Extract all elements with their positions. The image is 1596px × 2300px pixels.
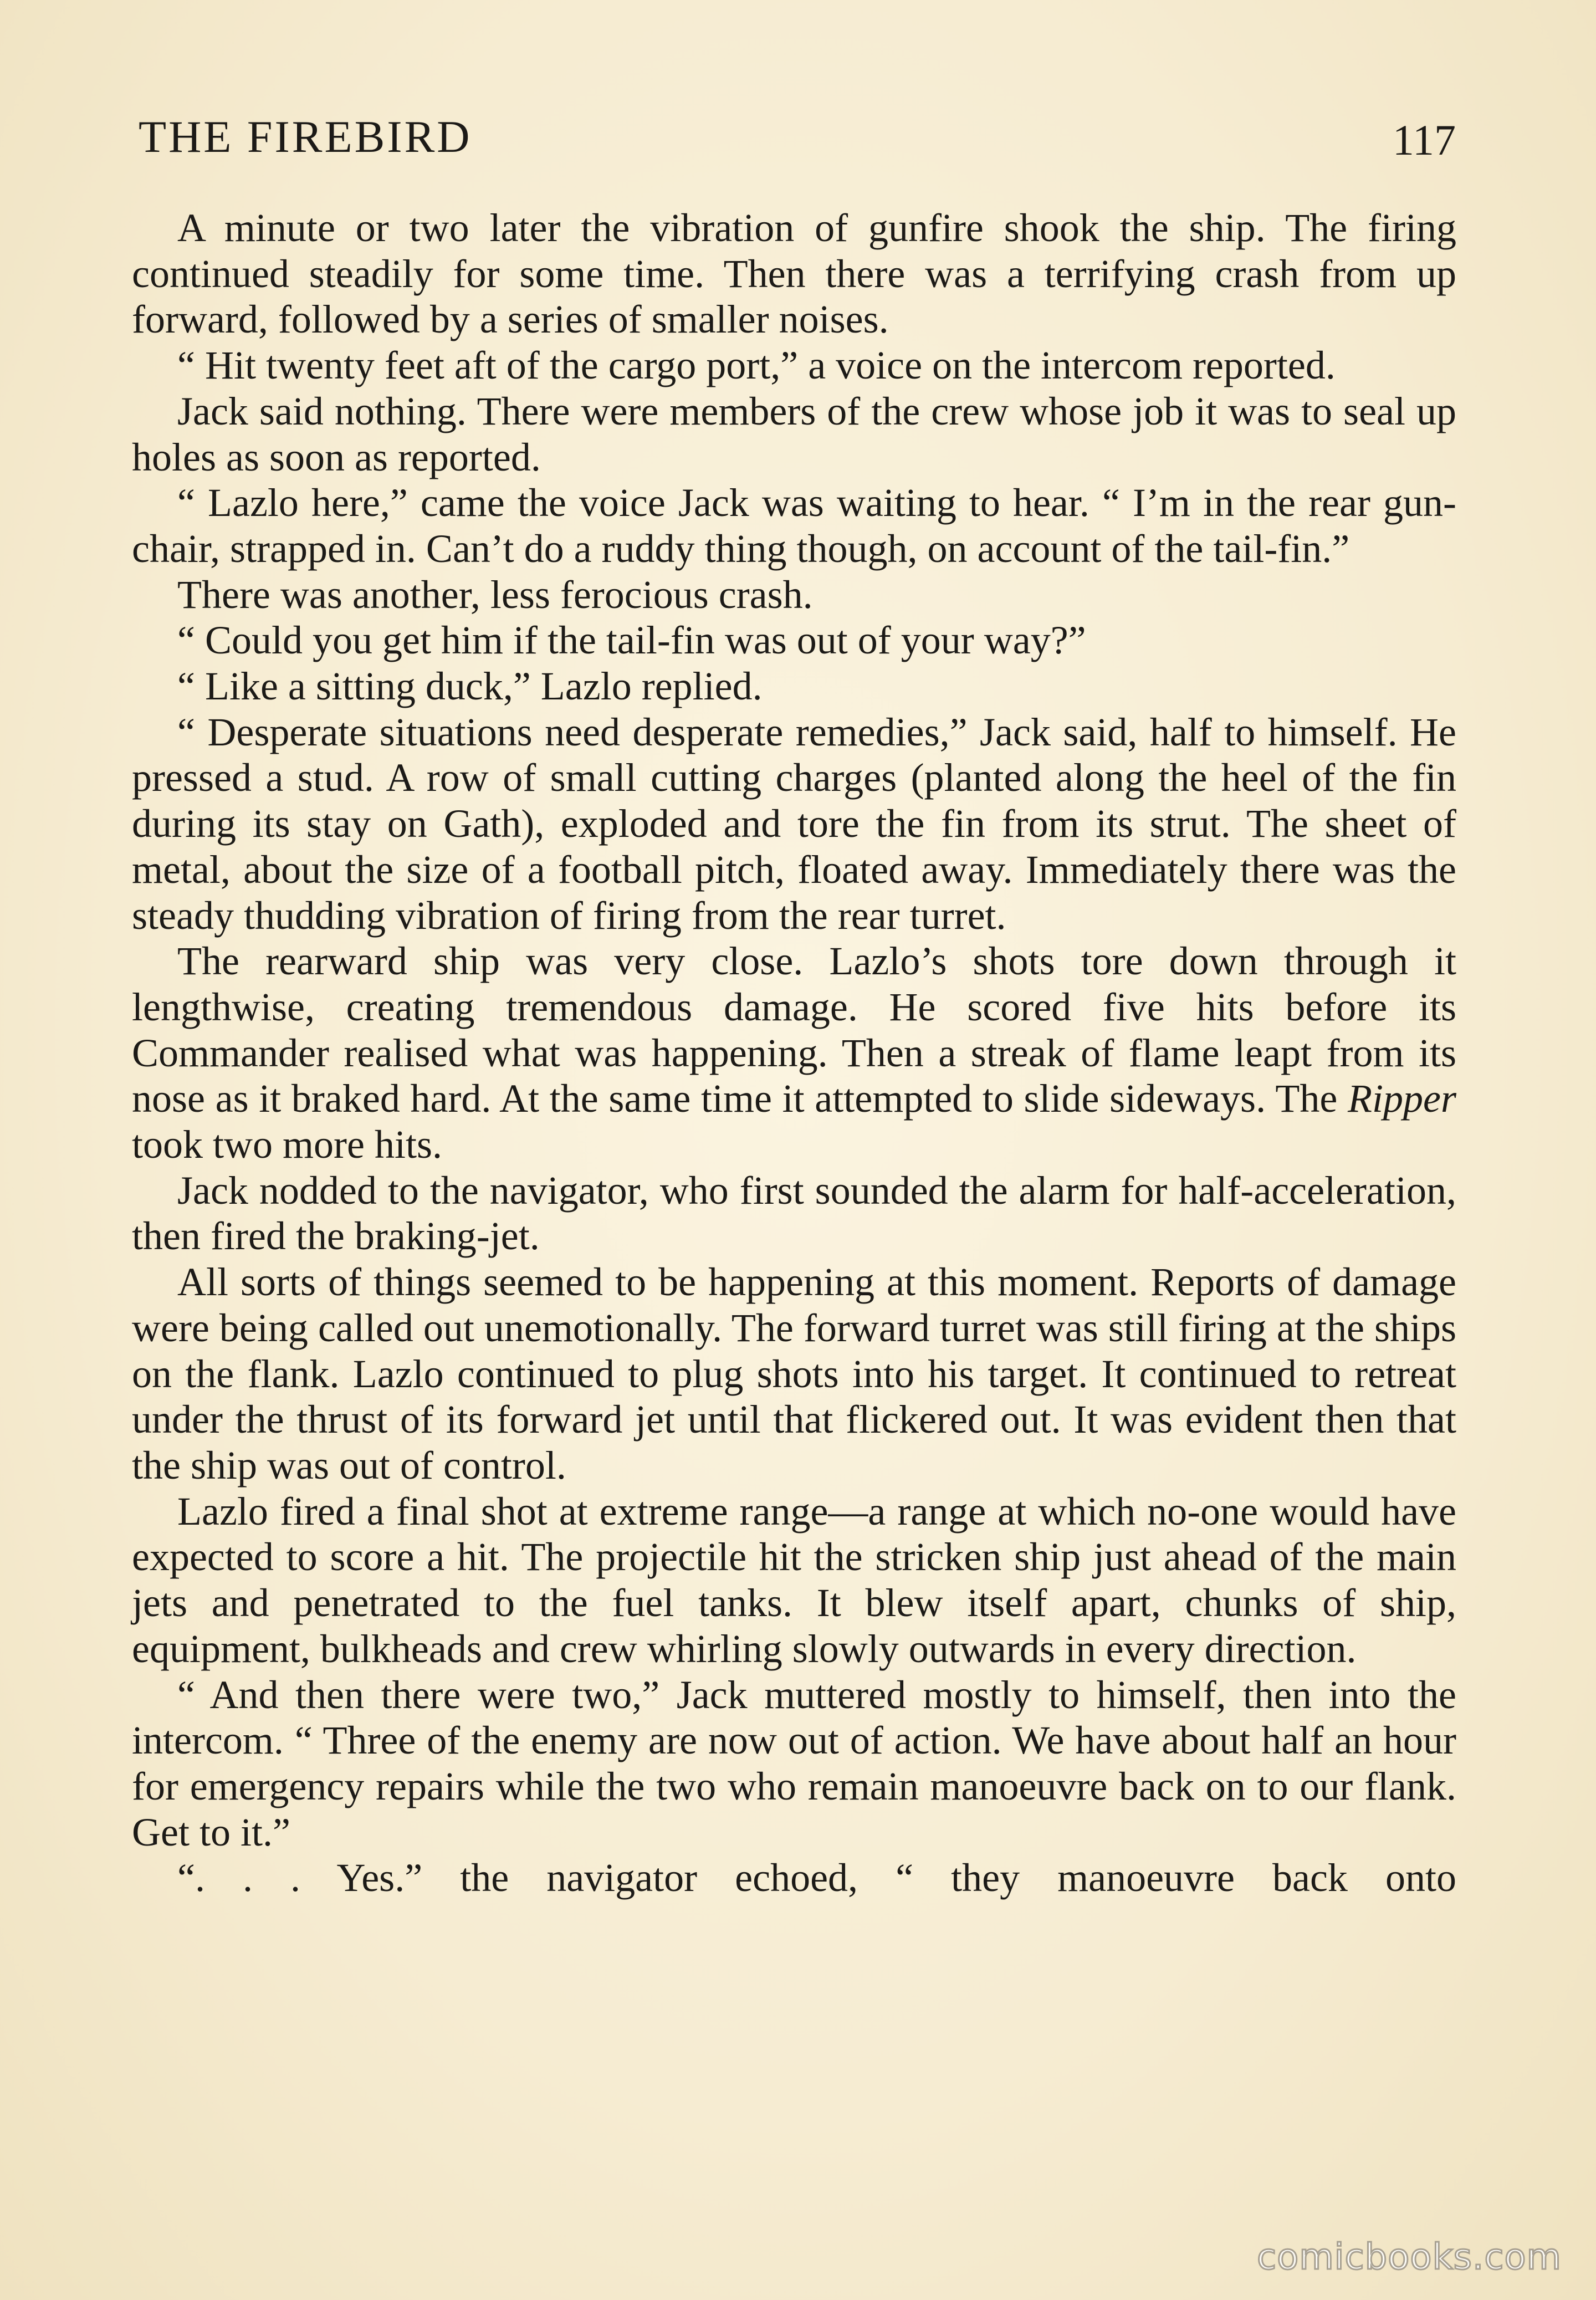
page-number: 117 <box>1392 116 1456 164</box>
paragraph: Jack said nothing. There were members of the crew whose job it was to seal up holes as soon as reported. <box>132 389 1456 479</box>
paragraph: “ Lazlo here,” came the voice Jack was waiting to hear. “ I’m in the rear gun-chair, strapped in. Can’t do a ruddy thing though, on account of the tail-fin.” <box>132 481 1456 571</box>
paragraph: There was another, less ferocious crash. <box>177 572 813 617</box>
paragraph: “ And then there were two,” Jack muttered mostly to himself, then into the intercom. “ Three of the enemy are now out of action. We have about half an hour for emergency repairs while the two who remain manoeuvre back on to our flank. Get to it.” <box>132 1672 1456 1854</box>
page-header <box>136 105 1460 166</box>
paragraph-text-before: The rearward ship was very close. Lazlo’s shots tore down through it lengthwise, creating tremendous damage. He scored five hits before its Commander realised what was happening. Then a streak of flame leapt from its nose as it braked hard. At the same time it attempted to slide sideways. The <box>132 939 1456 1121</box>
body-text <box>132 205 1456 1901</box>
paragraph: Lazlo fired a final shot at extreme range—a range at which no-one would have expected to score a hit. The projectile hit the stricken ship just ahead of the main jets and penetrated to the fuel tanks. It blew itself apart, chunks of ship, equipment, bulkheads and crew whirling slowly outwards in every direction. <box>132 1489 1456 1671</box>
paragraph: “ Could you get him if the tail-fin was out of your way?” <box>177 618 1086 663</box>
paragraph: “ Desperate situations need desperate remedies,” Jack said, half to himself. He pressed a stud. A row of small cutting charges (planted along the heel of the fin during its stay on Gath), exploded and tore the fin from its strut. The sheet of metal, about the size of a football pitch, floated away. Immediately there was the steady thudding vibration of firing from the rear turret. <box>132 709 1456 938</box>
watermark-logo: comicbooks.com <box>1256 2237 1562 2278</box>
running-title: THE FIREBIRD <box>139 111 472 162</box>
paragraph-text-after: took two more hits. <box>132 1122 442 1167</box>
paragraph-continued: “. . . Yes.” the navigator echoed, “ they manoeuvre back onto <box>177 1856 1456 1900</box>
paragraph: All sorts of things seemed to be happening at this moment. Reports of damage were being called out unemotionally. The forward turret was still firing at the ships on the flank. Lazlo continued to plug shots into his target. It continued to retreat under the thrust of its forward jet until that flickered out. It was evident then that the ship was out of control. <box>132 1260 1456 1488</box>
paragraph: Jack nodded to the navigator, who first sounded the alarm for half-acceleration, then fired the braking-jet. <box>132 1168 1456 1259</box>
ship-name-italic: Ripper <box>1348 1076 1456 1121</box>
paragraph: “ Like a sitting duck,” Lazlo replied. <box>177 664 763 709</box>
paragraph: A minute or two later the vibration of gunfire shook the ship. The firing continued steadily for some time. Then there was a terrifying crash from up forward, followed by a series of smaller noises. <box>132 206 1456 342</box>
paragraph-with-ship-name <box>132 938 1456 1168</box>
paragraph: “ Hit twenty feet aft of the cargo port,” a voice on the intercom reported. <box>177 343 1336 388</box>
